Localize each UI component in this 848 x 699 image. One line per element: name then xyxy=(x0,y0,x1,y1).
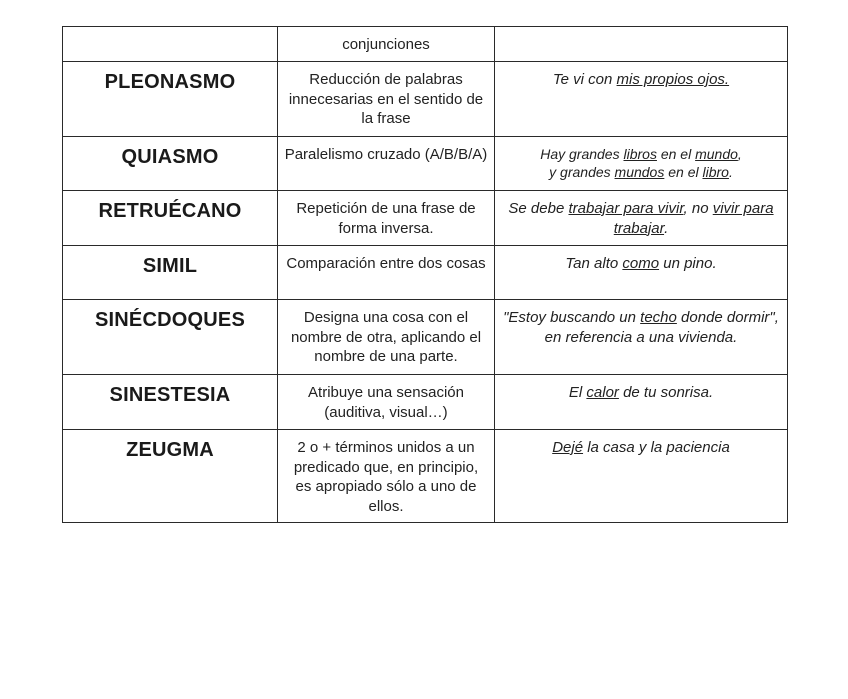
table-row xyxy=(63,375,788,430)
term-cell: QUIASMO xyxy=(63,137,278,191)
example-text: , xyxy=(737,146,742,162)
example-cell xyxy=(495,246,788,300)
example-underlined-text: vivir para trabajar xyxy=(613,200,774,237)
example-line xyxy=(501,163,781,181)
example-underlined-text: libros xyxy=(623,146,657,162)
definition-cell: Reducción de palabras innecesarias en el sentido de la frase xyxy=(278,62,495,137)
example-text: Te vi con xyxy=(552,71,617,88)
example-underlined-text: mis propios ojos. xyxy=(616,71,730,88)
example-text: "Estoy buscando un xyxy=(503,309,641,326)
example-underlined-text: techo xyxy=(640,309,677,326)
term-cell: ZEUGMA xyxy=(63,430,278,523)
example-cell xyxy=(495,191,788,246)
example-underlined-text: Dejé xyxy=(552,439,584,456)
example-line xyxy=(501,383,781,403)
table-row xyxy=(63,246,788,300)
example-cell xyxy=(495,137,788,191)
example-line xyxy=(501,70,781,90)
example-text: El xyxy=(568,384,587,401)
term-cell xyxy=(63,27,278,62)
definition-cell: Designa una cosa con el nombre de otra, aplicando el nombre de una parte. xyxy=(278,300,495,375)
example-line xyxy=(501,199,781,238)
example-cell xyxy=(495,430,788,523)
example-line xyxy=(501,145,781,163)
table-row xyxy=(63,191,788,246)
example-text: Tan alto xyxy=(565,255,623,272)
example-text: un pino. xyxy=(659,255,717,272)
definition-cell: 2 o + términos unidos a un predicado que, en principio, es apropiado sólo a uno de ellos. xyxy=(278,430,495,523)
example-text: donde dormir", en referencia a una vivienda. xyxy=(544,309,779,346)
example-underlined-text: calor xyxy=(586,384,619,401)
example-underlined-text: mundo xyxy=(695,146,738,162)
example-cell xyxy=(495,62,788,137)
example-text: Hay grandes xyxy=(540,146,624,162)
term-cell: RETRUÉCANO xyxy=(63,191,278,246)
term-cell: SINESTESIA xyxy=(63,375,278,430)
definition-cell: Atribuye una sensación (auditiva, visual…) xyxy=(278,375,495,430)
rhetorical-figures-table xyxy=(62,26,788,523)
example-text: , no xyxy=(683,200,713,217)
term-cell: PLEONASMO xyxy=(63,62,278,137)
definition-cell: conjunciones xyxy=(278,27,495,62)
example-line xyxy=(501,438,781,458)
example-text: la casa y la paciencia xyxy=(583,439,730,456)
example-cell xyxy=(495,300,788,375)
table-row xyxy=(63,27,788,62)
definition-cell: Paralelismo cruzado (A/B/B/A) xyxy=(278,137,495,191)
definition-cell: Comparación entre dos cosas xyxy=(278,246,495,300)
example-text: Se debe xyxy=(508,200,569,217)
example-underlined-text: mundos xyxy=(614,164,665,180)
table-row xyxy=(63,137,788,191)
term-cell: SIMIL xyxy=(63,246,278,300)
example-line xyxy=(501,254,781,274)
example-cell xyxy=(495,375,788,430)
term-cell: SINÉCDOQUES xyxy=(63,300,278,375)
example-underlined-text: libro xyxy=(702,164,729,180)
example-underlined-text: como xyxy=(622,255,660,272)
example-text: en el xyxy=(664,164,703,180)
example-text: y grandes xyxy=(549,164,615,180)
example-text: . xyxy=(664,219,669,237)
example-cell xyxy=(495,27,788,62)
example-text: . xyxy=(728,164,733,180)
table-row xyxy=(63,62,788,137)
example-underlined-text: trabajar para vivir xyxy=(568,200,684,217)
table-row xyxy=(63,300,788,375)
example-text: en el xyxy=(656,146,696,162)
table-row xyxy=(63,430,788,523)
definition-cell: Repetición de una frase de forma inversa. xyxy=(278,191,495,246)
example-text: de tu sonrisa. xyxy=(618,384,714,401)
example-line xyxy=(501,308,781,347)
